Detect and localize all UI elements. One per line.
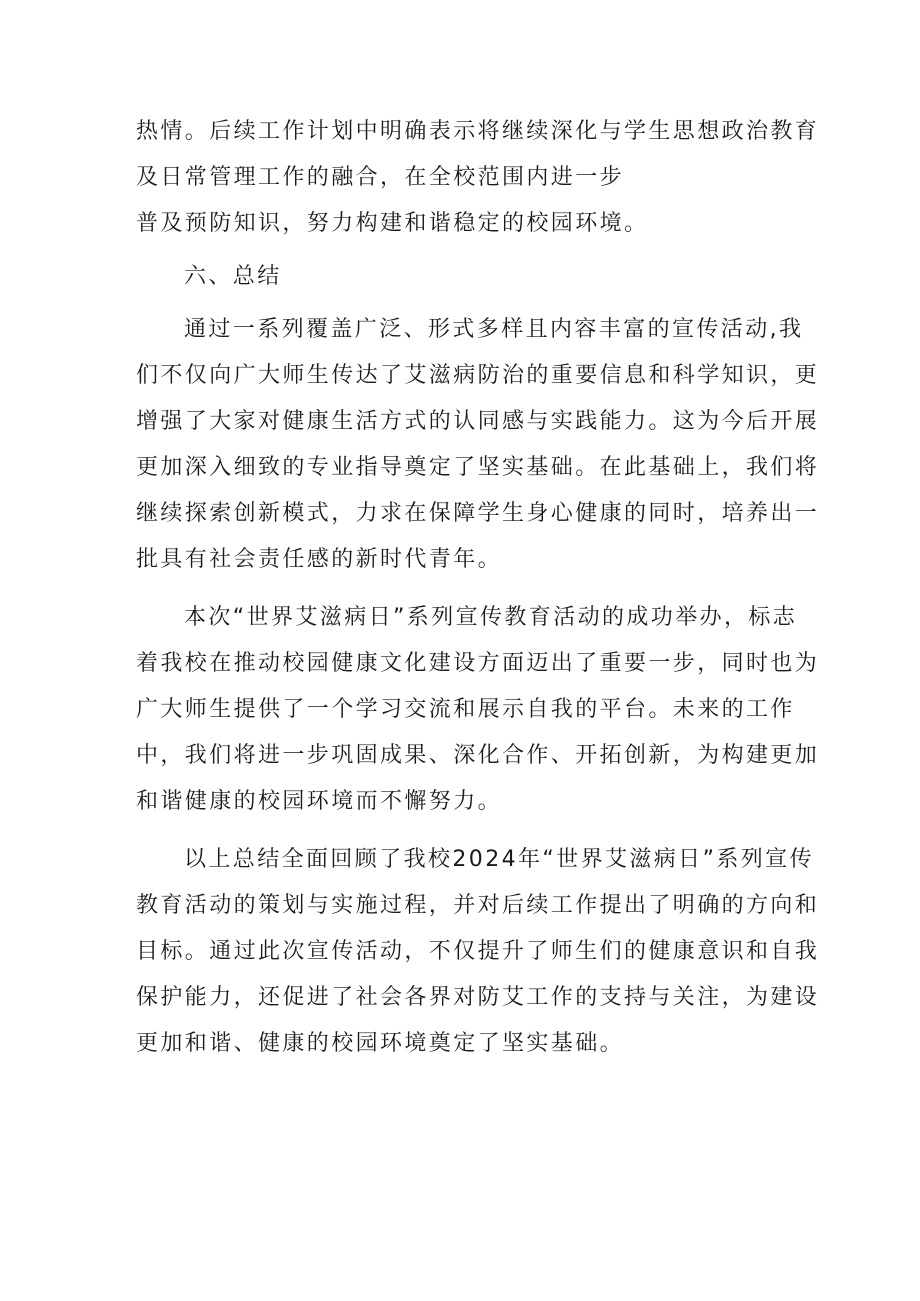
- body-line: 目标。通过此次宣传活动，不仅提升了师生们的健康意识和自我: [136, 939, 820, 964]
- body-line: 及日常管理工作的融合，在全校范围内进一步: [136, 165, 625, 190]
- body-line: 广大师生提供了一个学习交流和展示自我的平台。未来的工作: [136, 697, 795, 722]
- body-line: 保护能力，还促进了社会各界对防艾工作的支持与关注，为建设: [136, 985, 820, 1010]
- body-line: 更加深入细致的专业指导奠定了坚实基础。在此基础上，我们将: [136, 455, 820, 480]
- body-line: 中，我们将进一步巩固成果、深化合作、开拓创新，为构建更加: [136, 743, 820, 768]
- body-line: 普及预防知识，努力构建和谐稳定的校园环境。: [136, 211, 649, 236]
- paragraph-conclusion: [136, 837, 820, 1067]
- body-line: 继续探索创新模式，力求在保障学生身心健康的同时，培养出一: [136, 501, 820, 526]
- body-line: 们不仅向广大师生传达了艾滋病防治的重要信息和科学知识，更: [136, 363, 820, 388]
- paragraph-achievement: [136, 595, 820, 825]
- body-line: 教育活动的策划与实施过程，并对后续工作提出了明确的方向和: [136, 893, 820, 918]
- body-line: 更加和谐、健康的校园环境奠定了坚实基础。: [136, 1031, 625, 1056]
- body-line: 以上总结全面回顾了我校2024年“世界艾滋病日”系列宣传: [184, 847, 814, 872]
- body-line: 本次“世界艾滋病日”系列宣传教育活动的成功举办，标志: [184, 605, 798, 630]
- paragraph-summary: [136, 307, 820, 583]
- body-line: 热情。后续工作计划中明确表示将继续深化与学生思想政治教育: [136, 119, 820, 144]
- document-body: [136, 109, 820, 1067]
- body-line: 批具有社会责任感的新时代青年。: [136, 547, 503, 572]
- section-heading: 六、总结: [184, 264, 282, 289]
- body-line: 和谐健康的校园环境而不懈努力。: [136, 789, 503, 814]
- body-line: 增强了大家对健康生活方式的认同感与实践能力。这为今后开展: [136, 409, 820, 434]
- body-line: 通过一系列覆盖广泛、形式多样且内容丰富的宣传活动,我: [184, 317, 804, 342]
- body-line: 着我校在推动校园健康文化建设方面迈出了重要一步，同时也为: [136, 651, 820, 676]
